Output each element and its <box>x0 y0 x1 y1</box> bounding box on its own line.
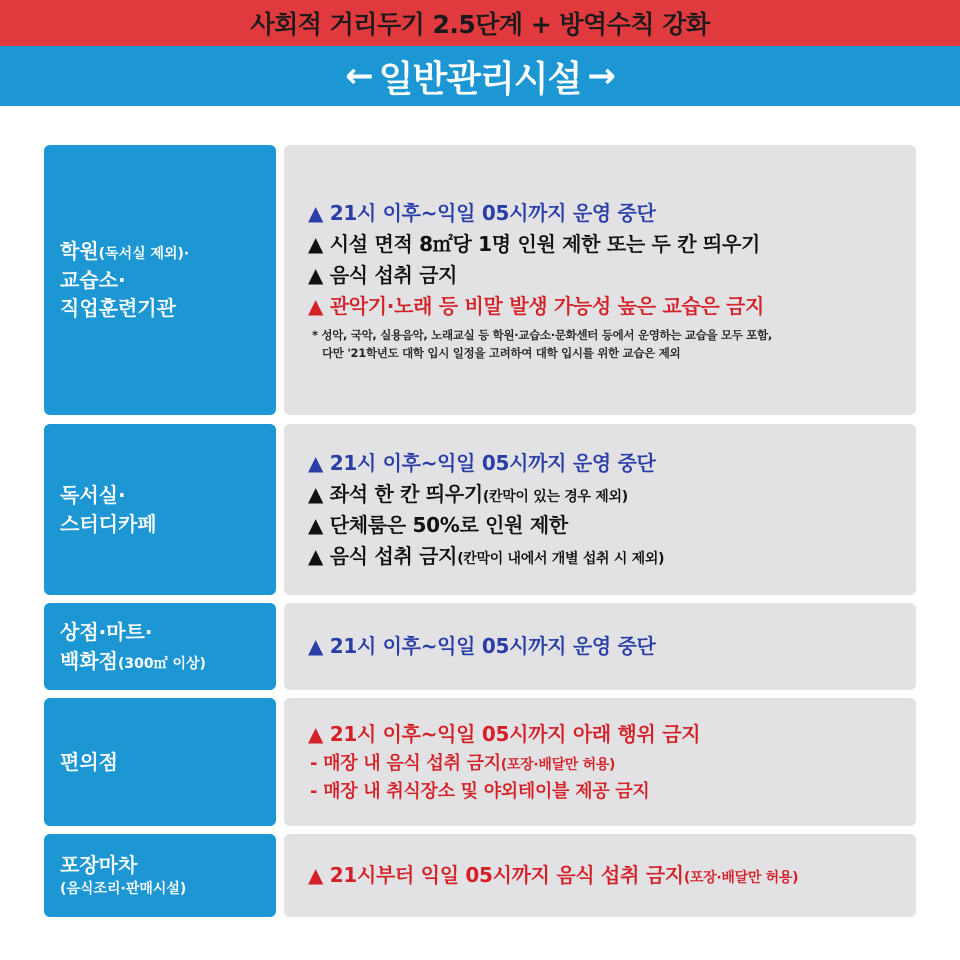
section-title: 일반관리시설 <box>378 58 582 100</box>
label-line: 상점·마트· <box>60 620 153 645</box>
rule-small-text: (칸막이 내에서 개별 섭취 시 제외) <box>457 550 665 567</box>
rule-line: ▲ 21시 이후~익일 05시까지 아래 행위 금지 <box>308 721 701 746</box>
row-content-study-cafe <box>284 424 916 595</box>
label-text: 학원 <box>60 239 99 264</box>
label-line: 스터디카페 <box>60 511 157 536</box>
row-label-stores <box>44 603 276 690</box>
arrow-left-icon: ← <box>345 56 373 96</box>
rule-subline: - 매장 내 취식장소 및 야외테이블 제공 금지 <box>310 780 650 802</box>
rule-line: ▲ 시설 면적 8㎡당 1명 인원 제한 또는 두 칸 띄우기 <box>308 231 760 256</box>
label-line: 교습소· <box>60 267 126 292</box>
footnote-line: 다만 '21학년도 대학 입시 일정을 고려하여 대학 입시를 위한 교습은 제외 <box>322 346 681 360</box>
row-content-convenience-store <box>284 698 916 826</box>
row-label-study-cafe <box>44 424 276 595</box>
rule-text: ▲ 음식 섭취 금지 <box>308 543 458 568</box>
rule-small-text: (칸막이 있는 경우 제외) <box>482 488 628 505</box>
rule-line <box>308 479 916 510</box>
row-content-stores <box>284 603 916 690</box>
top-title: 사회적 거리두기 2.5단계 + 방역수칙 강화 <box>250 10 710 39</box>
label-line: 직업훈련기관 <box>60 296 176 321</box>
label-small-text: (독서실 제외)· <box>98 246 190 263</box>
rule-small-text: (포장·배달만 허용) <box>683 870 799 886</box>
label-line <box>60 647 276 675</box>
rule-small-text: (포장·배달만 허용) <box>500 756 616 773</box>
label-line: 편의점 <box>60 749 118 774</box>
label-line: 독서실· <box>60 483 126 508</box>
rule-line <box>308 541 916 572</box>
rule-line <box>308 860 916 891</box>
rule-line: ▲ 21시 이후~익일 05시까지 운영 중단 <box>308 634 656 658</box>
rule-line: ▲ 관악기·노래 등 비말 발생 가능성 높은 교습은 금지 <box>308 293 765 318</box>
label-line <box>60 237 276 265</box>
row-label-academy <box>44 145 276 415</box>
rule-text: - 매장 내 음식 섭취 금지 <box>310 752 501 774</box>
footnote <box>308 326 916 363</box>
rule-subline <box>308 750 916 778</box>
row-content-street-stall <box>284 834 916 917</box>
rule-line: ▲ 21시 이후~익일 05시까지 운영 중단 <box>308 200 656 225</box>
rule-text: ▲ 21시부터 익일 05시까지 음식 섭취 금지 <box>308 863 684 887</box>
section-banner <box>0 46 960 106</box>
row-label-street-stall <box>44 834 276 917</box>
row-label-convenience-store <box>44 698 276 826</box>
rule-line: ▲ 단체룸은 50%로 인원 제한 <box>308 512 568 537</box>
footnote-line: * 성악, 국악, 실용음악, 노래교실 등 학원·교습소·문화센터 등에서 운영하는 교습을 모두 포함, <box>312 327 772 342</box>
label-text: 백화점 <box>60 648 118 673</box>
top-banner <box>0 0 960 46</box>
label-line: 포장마차 <box>60 853 138 878</box>
label-small-text: (300㎡ 이상) <box>117 655 206 672</box>
rule-text: ▲ 좌석 한 칸 띄우기 <box>308 481 483 506</box>
label-line: (음식조리·판매시설) <box>60 880 187 897</box>
row-content-academy <box>284 145 916 415</box>
rule-line: ▲ 21시 이후~익일 05시까지 운영 중단 <box>308 450 656 475</box>
rule-line: ▲ 음식 섭취 금지 <box>308 262 458 287</box>
arrow-right-icon: → <box>587 56 615 96</box>
